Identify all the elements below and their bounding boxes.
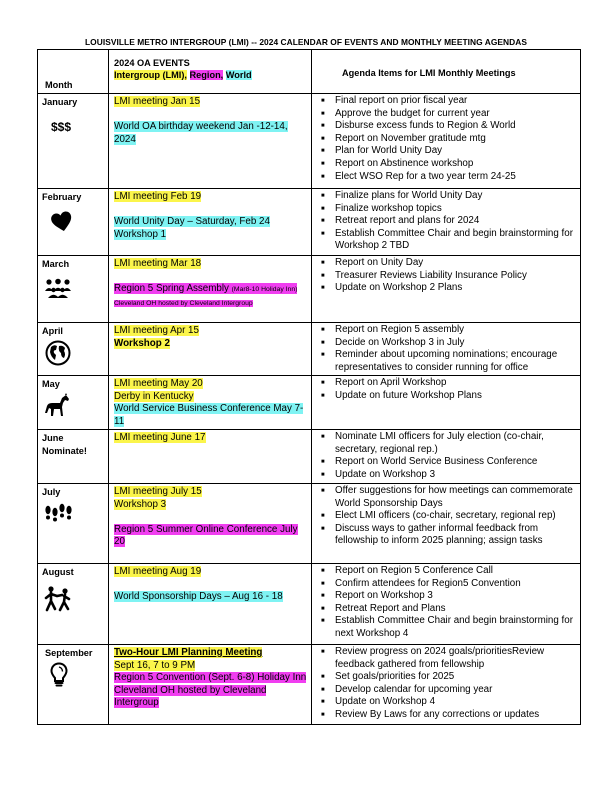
agenda-item: ■ Disburse excess funds to Region & World	[321, 120, 516, 132]
agenda-item: ■ Offer suggestions for how meetings can commemorate World Sponsorship Days	[321, 485, 573, 509]
agenda-item: ■ Elect LMI officers (co-chair, secretary, regional rep)	[321, 510, 556, 522]
events-cell	[109, 323, 312, 376]
month-cell	[38, 94, 109, 189]
event-lmi-meeting: LMI meeting Feb 19	[114, 191, 202, 202]
event-derby: Derby in Kentucky	[114, 390, 194, 402]
agenda-item: ■ Report on World Service Business Conference	[321, 456, 538, 468]
agenda-item: ■ Elect WSO Rep for a two year term 24-25	[321, 170, 516, 182]
agenda-cell	[312, 94, 581, 189]
month-cell	[38, 484, 109, 564]
people-helping-icon	[43, 586, 73, 612]
agenda-item: ■ Update on future Workshop Plans	[321, 389, 482, 401]
table-header-row	[38, 50, 581, 94]
event-region-host: Cleveland OH hosted by Cleveland Intergroup	[114, 299, 253, 307]
lightbulb-icon	[50, 662, 68, 688]
agenda-cell	[312, 376, 581, 430]
agenda-item: ■ Retreat Report and Plans	[321, 602, 446, 614]
agenda-item: ■ Decide on Workshop 3 in July	[321, 336, 465, 348]
month-row-february	[38, 189, 581, 256]
agenda-item: ■ Develop calendar for upcoming year	[321, 683, 493, 695]
event-world: World Sponsorship Days – Aug 16 - 18	[114, 591, 283, 603]
agenda-item: ■ Establish Committee Chair and begin brainstorming for next Workshop 4	[321, 615, 573, 639]
month-row-may	[38, 376, 581, 430]
event-world: World Unity Day – Saturday, Feb 24	[114, 216, 270, 228]
agenda-item: ■ Report on Abstinence workshop	[321, 157, 474, 169]
header-events-title: 2024 OA EVENTS	[114, 58, 190, 68]
event-workshop: Workshop 1	[114, 228, 167, 240]
legend-world: World	[225, 70, 252, 80]
agenda-item: ■ Establish Committee Chair and begin brainstorming for Workshop 2 TBD	[321, 227, 573, 252]
agenda-cell	[312, 256, 581, 323]
agenda-cell	[312, 430, 581, 484]
header-agenda: Agenda Items for LMI Monthly Meetings	[312, 50, 581, 94]
events-cell	[109, 484, 312, 564]
agenda-item: ■ Finalize plans for World Unity Day	[321, 190, 483, 201]
month-name: January	[42, 97, 78, 107]
globe-icon	[45, 340, 71, 366]
month-cell	[38, 189, 109, 256]
agenda-item: ■ Finalize workshop topics	[321, 202, 442, 214]
calendar-table	[37, 49, 581, 725]
month-name: July	[42, 487, 61, 497]
month-name: September	[45, 648, 93, 658]
event-lmi-meeting: LMI meeting Mar 18	[114, 258, 202, 269]
agenda-cell	[312, 645, 581, 725]
month-cell	[38, 430, 109, 484]
event-region: Region 5 Summer Online Conference July 20	[114, 523, 298, 548]
events-cell	[109, 430, 312, 484]
agenda-item: ■ Update on Workshop 4	[321, 696, 436, 708]
header-month: Month	[38, 50, 109, 94]
month-name: February	[42, 192, 82, 202]
event-lmi-meeting: LMI meeting Jan 15	[114, 96, 201, 107]
legend-region: Region,	[189, 70, 224, 80]
month-row-august	[38, 564, 581, 645]
heart-icon	[51, 211, 73, 233]
events-cell	[109, 376, 312, 430]
event-planning-meeting: Two-Hour LMI Planning Meeting	[114, 647, 263, 658]
month-cell	[38, 323, 109, 376]
agenda-item: ■ Update on Workshop 2 Plans	[321, 282, 463, 294]
month-row-january	[38, 94, 581, 189]
dollar-signs-icon: $$$	[51, 120, 72, 134]
legend-intergroup: Intergroup (LMI),	[114, 70, 187, 80]
agenda-cell	[312, 323, 581, 376]
month-name: March	[42, 259, 70, 269]
event-workshop: Workshop 2	[114, 337, 170, 349]
event-region: Region 5 Convention (Sept. 6-8) Holiday Inn Cleveland OH hosted by Cleveland Intergroup	[114, 672, 307, 709]
agenda-item: ■ Report on November gratitude mtg	[321, 132, 486, 144]
month-cell	[38, 564, 109, 645]
agenda-item: ■ Reminder about upcoming nominations; encourage representatives to consider running for office	[321, 349, 558, 373]
events-cell	[109, 564, 312, 645]
event-lmi-meeting: LMI meeting Apr 15	[114, 325, 199, 336]
event-lmi-meeting: LMI meeting July 15	[114, 486, 202, 497]
event-region: Region 5 Spring Assembly (Mar8-10 Holiday Inn)	[114, 283, 298, 295]
agenda-item: ■ Plan for World Unity Day	[321, 145, 443, 157]
agenda-cell	[312, 189, 581, 256]
agenda-item: ■ Report on Region 5 Conference Call	[321, 565, 493, 576]
agenda-item: ■ Final report on prior fiscal year	[321, 95, 468, 106]
agenda-item: ■ Treasurer Reviews Liability Insurance Policy	[321, 269, 527, 281]
agenda-item: ■ Set goals/priorities for 2025	[321, 671, 455, 683]
month-name: April	[42, 326, 63, 336]
nominate-note: Nominate!	[42, 445, 87, 456]
month-cell	[38, 645, 109, 725]
agenda-item: ■ Report on April Workshop	[321, 377, 447, 388]
agenda-cell	[312, 564, 581, 645]
events-cell	[109, 256, 312, 323]
agenda-item: ■ Confirm attendees for Region5 Convention	[321, 577, 521, 589]
horse-icon	[44, 393, 72, 417]
events-cell	[109, 645, 312, 725]
event-planning-time: Sept 16, 7 to 9 PM	[114, 659, 196, 671]
month-row-march	[38, 256, 581, 323]
agenda-cell	[312, 484, 581, 564]
agenda-item: ■ Review By Laws for any corrections or updates	[321, 708, 540, 720]
event-workshop: Workshop 3	[114, 498, 167, 510]
month-name: June	[42, 433, 64, 443]
agenda-item: ■ Report on Workshop 3	[321, 590, 433, 602]
event-world: World Service Business Conference May 7-11	[114, 403, 304, 427]
events-cell	[109, 189, 312, 256]
event-lmi-meeting: LMI meeting Aug 19	[114, 566, 202, 577]
agenda-item: ■ Discuss ways to gather informal feedback from fellowship to inform 2025 planning; assign tasks	[321, 522, 543, 547]
page-title: LOUISVILLE METRO INTERGROUP (LMI) -- 2024 CALENDAR OF EVENTS AND MONTHLY MEETING AGENDAS	[85, 37, 527, 47]
event-world: World OA birthday weekend Jan -12-14, 2024	[114, 121, 288, 145]
month-row-july	[38, 484, 581, 564]
agenda-item: ■ Update on Workshop 3	[321, 468, 436, 480]
agenda-item: ■ Review progress on 2024 goals/prioritiesReview feedback gathered from fellowship	[321, 646, 545, 670]
agenda-item: ■ Nominate LMI officers for July election (co-chair, secretary, regional rep.)	[321, 431, 544, 455]
event-lmi-meeting: LMI meeting June 17	[114, 432, 206, 443]
group-of-people-icon	[44, 278, 72, 298]
month-cell	[38, 256, 109, 323]
month-row-june	[38, 430, 581, 484]
header-events	[109, 50, 312, 94]
events-cell	[109, 94, 312, 189]
month-name: August	[42, 567, 74, 577]
agenda-item: ■ Retreat report and plans for 2024	[321, 215, 480, 227]
agenda-item: ■ Approve the budget for current year	[321, 107, 490, 119]
month-name: May	[42, 379, 60, 389]
event-lmi-meeting: LMI meeting May 20	[114, 378, 203, 389]
month-row-april	[38, 323, 581, 376]
month-cell	[38, 376, 109, 430]
month-row-september	[38, 645, 581, 725]
footprints-icon	[43, 503, 73, 525]
agenda-item: ■ Report on Unity Day	[321, 257, 424, 268]
agenda-item: ■ Report on Region 5 assembly	[321, 324, 465, 335]
